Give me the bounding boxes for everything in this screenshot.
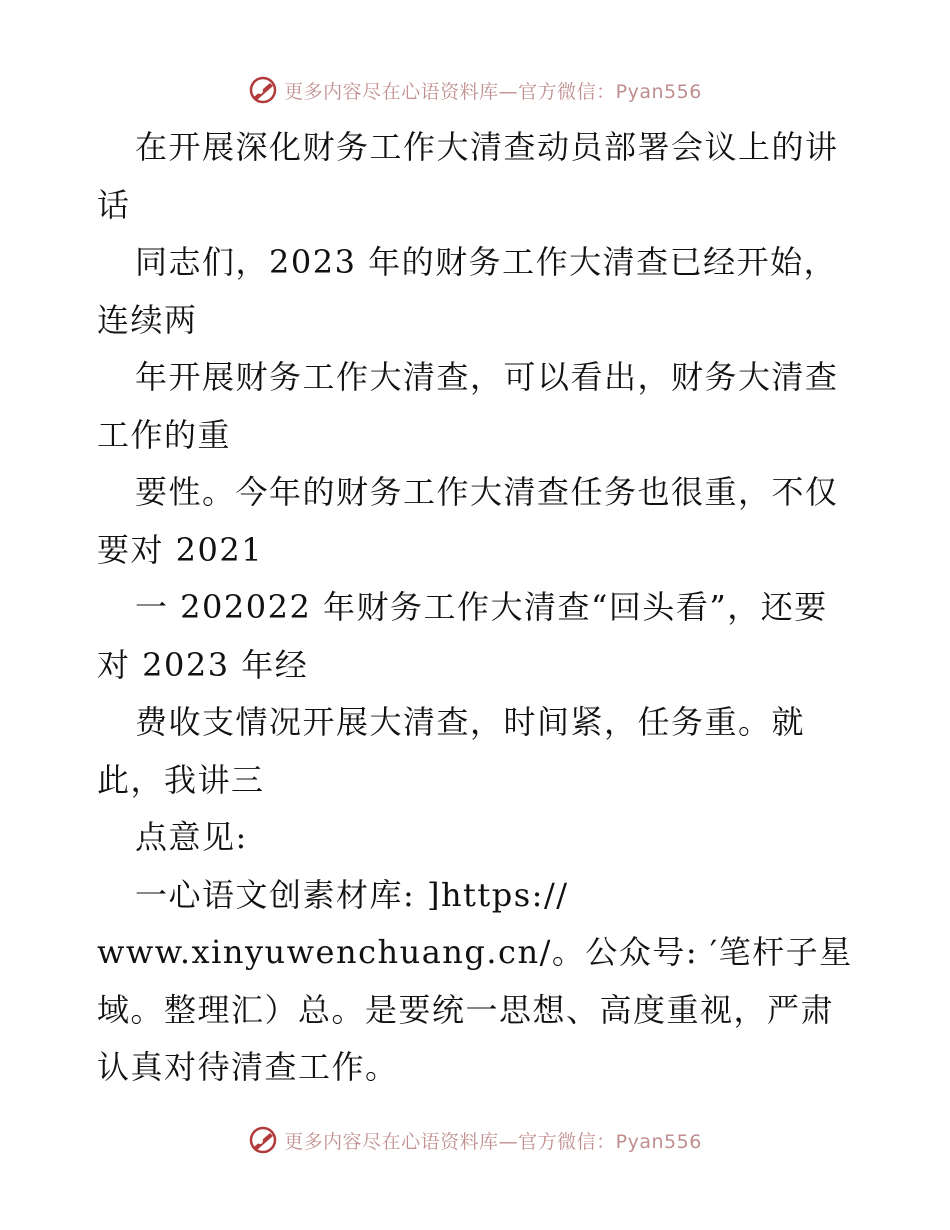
document-body [97, 119, 857, 1097]
header-banner [0, 70, 950, 110]
text-line: 话 [97, 185, 131, 224]
text-line: 在开展深化财务工作大清查动员部署会议上的讲 [135, 128, 839, 166]
text-line: 点意见: [135, 818, 248, 856]
footer-banner [0, 1120, 950, 1160]
pen-logo-icon [248, 1125, 278, 1155]
text-line: 认真对待清查工作。 [97, 1048, 399, 1086]
text-line: 域。整理汇）总。是要统一思想、高度重视，严肃 [97, 990, 835, 1029]
text-line: 一 202022 年财务工作大清查“回头看”，还要 [135, 588, 828, 626]
text-line: 要对 2021 [97, 530, 264, 569]
banner-text: 更多内容尽在心语资料库—官方微信：Pyan556 [284, 1130, 702, 1153]
text-line: www.xinyuwenchuang.cn/。公众号: ′笔杆子星 [97, 933, 853, 971]
text-line: 工作的重 [97, 415, 232, 454]
text-line: 要性。今年的财务工作大清查任务也很重，不仅 [135, 473, 839, 511]
banner-text: 更多内容尽在心语资料库—官方微信：Pyan556 [284, 80, 702, 103]
pen-logo-icon [248, 75, 278, 105]
text-line: 对 2023 年经 [97, 645, 309, 684]
text-line: 此，我讲三 [97, 760, 265, 799]
text-line: 年开展财务工作大清查，可以看出，财务大清查 [135, 358, 839, 396]
text-line: 连续两 [97, 300, 198, 339]
text-line: 同志们，2023 年的财务工作大清查已经开始， [135, 243, 838, 281]
text-line: 费收支情况开展大清查，时间紧，任务重。就 [135, 703, 806, 741]
text-line: 一心语文创素材库: ]https:// [135, 875, 569, 914]
